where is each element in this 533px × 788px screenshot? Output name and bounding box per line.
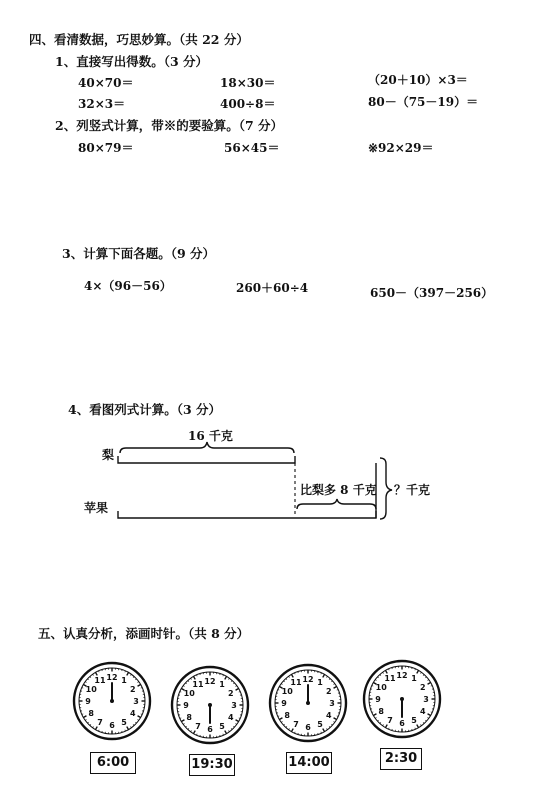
clock-number: 6 [399, 719, 405, 728]
clock-number: 5 [219, 721, 225, 731]
q1-item-2: 18×30＝ [220, 76, 276, 90]
clock-number: 11 [94, 676, 106, 686]
clock-number: 1 [317, 678, 323, 688]
clock-number: 12 [106, 673, 118, 682]
apple-label: 苹果 [84, 501, 109, 515]
clock-number: 2 [129, 685, 136, 694]
clock-number: 4 [325, 711, 332, 720]
q3-item-3: 650－（397－256） [370, 286, 494, 300]
clock-number: 3 [329, 699, 335, 708]
q1-item-6: 80－（75－19）＝ [368, 95, 479, 109]
q3-title: 3、计算下面各题。（9 分） [62, 246, 215, 261]
q2-item-3: ※92×29＝ [368, 141, 434, 155]
clock-number: 5 [411, 715, 417, 725]
clock-number: 8 [284, 711, 291, 720]
clock-number: 1 [121, 676, 127, 686]
clock-number: 6 [305, 723, 311, 732]
q2-title: 2、列竖式计算，带※的要验算。（7 分） [55, 118, 283, 133]
clock-number: 9 [375, 695, 381, 704]
clock-number: 12 [396, 671, 408, 680]
clock-time-2: 19:30 [189, 754, 235, 776]
clock-number: 2 [325, 687, 332, 696]
q1-item-5: 400÷8＝ [220, 97, 276, 111]
section5-title: 五、认真分析，添画时针。（共 8 分） [38, 626, 250, 641]
q1-item-1: 40×70＝ [78, 76, 134, 90]
clock-number: 7 [293, 719, 299, 729]
clock-face-4 [362, 659, 442, 739]
q1-title: 1、直接写出得数。（3 分） [55, 54, 208, 69]
clock-number: 7 [195, 721, 201, 731]
clock-number: 5 [121, 717, 127, 727]
clock-number: 1 [411, 674, 417, 684]
clock-number: 7 [387, 715, 393, 725]
clock-number: 10 [183, 689, 195, 698]
clock-center-dot [208, 703, 212, 707]
q3-item-1: 4×（96－56） [84, 279, 172, 293]
clock-number: 7 [97, 717, 103, 727]
q2-item-1: 80×79＝ [78, 141, 134, 155]
clock-number: 8 [88, 709, 95, 718]
clock-number: 8 [186, 713, 193, 722]
clock-number: 11 [384, 674, 396, 684]
clock-number: 4 [419, 707, 426, 716]
q1-item-3: （20＋10）×3＝ [368, 73, 468, 87]
clock-face-3 [268, 663, 348, 743]
clock-number: 2 [419, 683, 426, 692]
clock-number: 3 [231, 701, 237, 710]
q4-title: 4、看图列式计算。（3 分） [68, 402, 221, 417]
clock-number: 4 [227, 713, 234, 722]
clock-center-dot [306, 701, 310, 705]
clock-center-dot [400, 697, 404, 701]
total-unknown-label: ？千克 [394, 483, 431, 497]
clock-number: 11 [192, 680, 204, 690]
clock-number: 6 [109, 721, 115, 730]
clock-number: 12 [302, 675, 314, 684]
clock-number: 1 [219, 680, 225, 690]
clock-number: 12 [204, 677, 216, 686]
clock-number: 4 [129, 709, 136, 718]
pear-weight-label: 16 千克 [188, 429, 233, 443]
clock-number: 8 [378, 707, 385, 716]
clock-time-4: 2:30 [380, 748, 422, 770]
difference-label: 比梨多 8 千克 [300, 483, 377, 497]
clock-number: 2 [227, 689, 234, 698]
clock-center-dot [110, 699, 114, 703]
clock-number: 3 [133, 697, 139, 706]
section4-title: 四、看清数据，巧思妙算。（共 22 分） [29, 32, 249, 47]
clock-number: 9 [281, 699, 287, 708]
clock-number: 11 [290, 678, 302, 688]
q1-item-4: 32×3＝ [78, 97, 126, 111]
clock-time-3: 14:00 [286, 752, 332, 774]
q2-item-2: 56×45＝ [224, 141, 280, 155]
clock-number: 3 [423, 695, 429, 704]
clock-time-1: 6:00 [90, 752, 136, 774]
clock-number: 9 [85, 697, 91, 706]
clock-face-1 [72, 661, 152, 741]
q3-item-2: 260＋60÷4 [236, 281, 309, 295]
clock-number: 10 [375, 683, 387, 692]
pear-label: 梨 [102, 448, 115, 462]
clock-number: 10 [281, 687, 293, 696]
clock-number: 6 [207, 725, 213, 734]
clock-number: 9 [183, 701, 189, 710]
clock-number: 10 [85, 685, 97, 694]
clock-face-2 [170, 665, 250, 745]
clock-number: 5 [317, 719, 323, 729]
